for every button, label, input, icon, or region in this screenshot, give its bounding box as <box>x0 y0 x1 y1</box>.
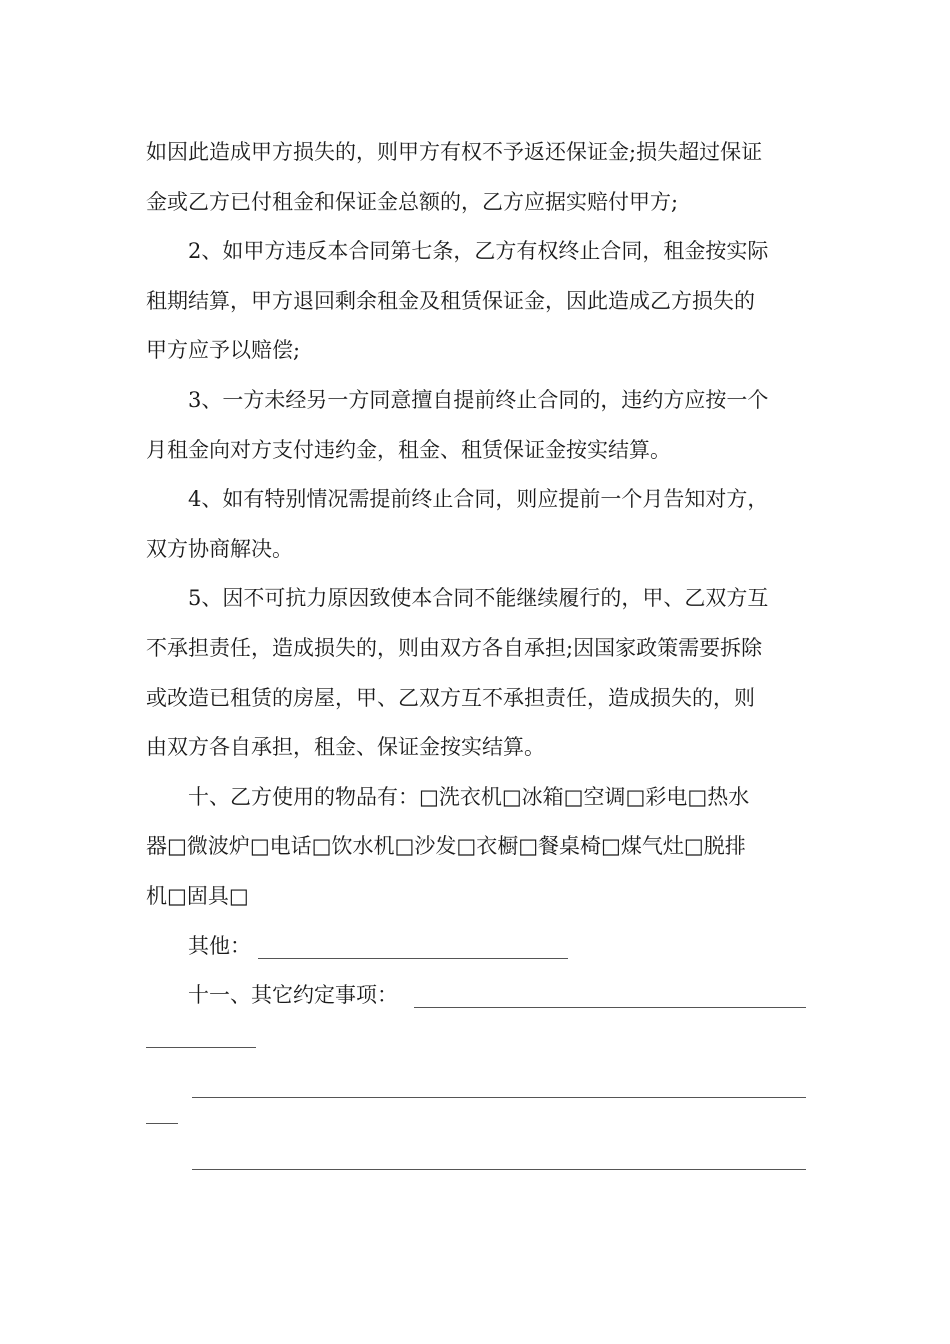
blank-line[interactable] <box>146 1123 178 1124</box>
other-blank-line[interactable] <box>258 958 568 959</box>
blank-row-4 <box>146 1169 806 1219</box>
blank-row-2 <box>146 1070 806 1120</box>
text-line: 租期结算，甲方退回剩余租金及租赁保证金，因此造成乙方损失的 <box>146 288 755 313</box>
other-label: 其他： <box>188 933 251 958</box>
contract-page <box>146 128 806 1219</box>
text-line: 不承担责任，造成损失的，则由双方各自承担;因国家政策需要拆除 <box>146 635 763 660</box>
paragraph-clause-2 <box>146 227 806 376</box>
blank-row-3 <box>146 1120 806 1170</box>
paragraph-loss-compensation <box>146 128 806 227</box>
blank-line[interactable] <box>192 1169 806 1170</box>
text-line: 3、一方未经另一方同意擅自提前终止合同的，违约方应按一个 <box>188 387 769 412</box>
text-line: 甲方应予以赔偿; <box>146 338 301 363</box>
paragraph-clause-3 <box>146 376 806 475</box>
paragraph-clause-4 <box>146 475 806 574</box>
blank-line[interactable] <box>192 1097 806 1098</box>
text-line: 4、如有特别情况需提前终止合同，则应提前一个月告知对方， <box>188 487 769 512</box>
text-line: 由双方各自承担，租金、保证金按实结算。 <box>146 735 545 760</box>
text-line: 或改造已租赁的房屋，甲、乙双方互不承担责任，造成损失的，则 <box>146 685 755 710</box>
clause-11-label: 十一、其它约定事项： <box>188 983 398 1008</box>
text-line: 月租金向对方支付违约金，租金、租赁保证金按实结算。 <box>146 437 671 462</box>
blank-line[interactable] <box>146 1047 256 1048</box>
text-line: 5、因不可抗力原因致使本合同不能继续履行的，甲、乙双方互 <box>188 586 769 611</box>
text-line: 2、如甲方违反本合同第七条，乙方有权终止合同，租金按实际 <box>188 239 769 264</box>
text-line: 如因此造成甲方损失的，则甲方有权不予返还保证金;损失超过保证 <box>146 140 763 164</box>
blank-row-1 <box>146 1021 806 1071</box>
clause-11-row <box>146 971 806 1021</box>
paragraph-clause-5 <box>146 574 806 772</box>
paragraph-clause-10-items <box>146 773 806 922</box>
text-line: 十、乙方使用的物品有：□洗衣机□冰箱□空调□彩电□热水 <box>188 784 750 809</box>
text-line: 器□微波炉□电话□饮水机□沙发□衣橱□餐桌椅□煤气灶□脱排 <box>146 834 746 859</box>
text-line: 双方协商解决。 <box>146 536 293 561</box>
text-line: 金或乙方已付租金和保证金总额的，乙方应据实赔付甲方; <box>146 189 679 214</box>
clause-11-blank-line[interactable] <box>414 1007 806 1008</box>
other-row <box>146 922 806 972</box>
text-line: 机□固具□ <box>146 883 249 908</box>
